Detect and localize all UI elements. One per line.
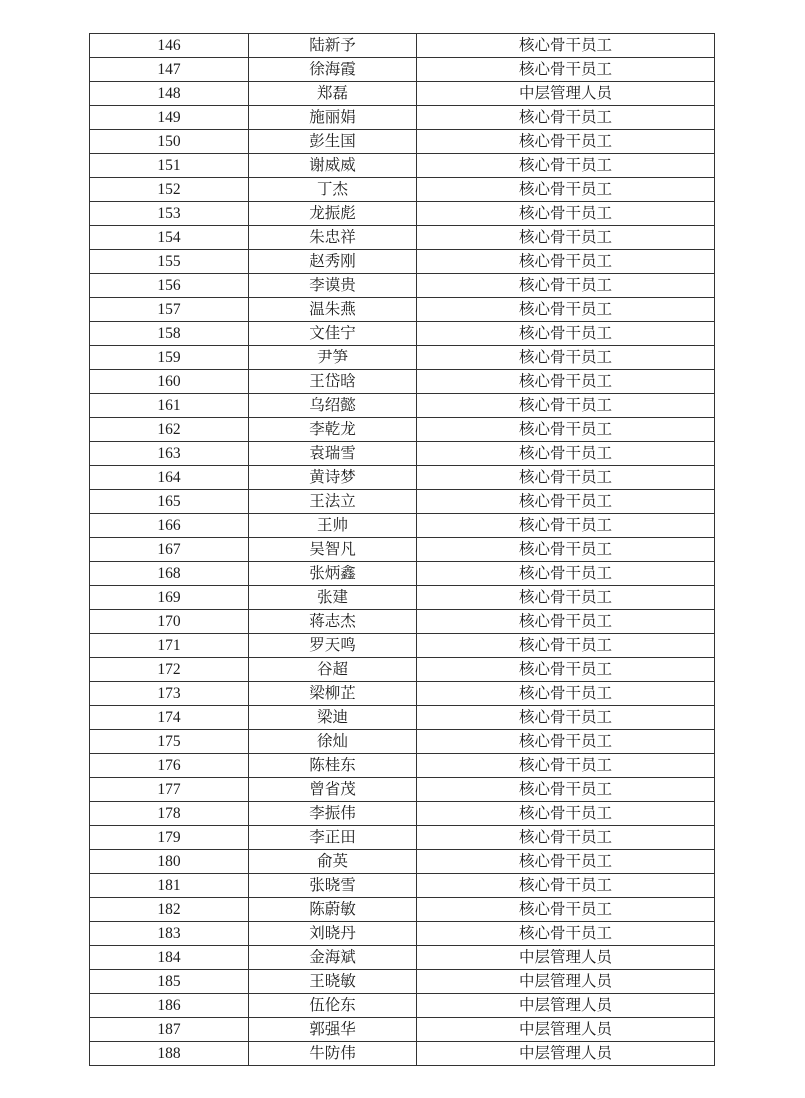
cell-number: 177 xyxy=(90,778,249,802)
cell-category: 核心骨干员工 xyxy=(417,202,715,226)
table-row xyxy=(90,106,715,130)
cell-name: 曾省茂 xyxy=(249,778,417,802)
table-row xyxy=(90,394,715,418)
cell-name: 梁柳芷 xyxy=(249,682,417,706)
cell-category: 核心骨干员工 xyxy=(417,730,715,754)
cell-category: 中层管理人员 xyxy=(417,1018,715,1042)
table-row xyxy=(90,802,715,826)
cell-category: 核心骨干员工 xyxy=(417,754,715,778)
cell-number: 164 xyxy=(90,466,249,490)
cell-number: 161 xyxy=(90,394,249,418)
table-row xyxy=(90,442,715,466)
cell-number: 181 xyxy=(90,874,249,898)
cell-number: 146 xyxy=(90,34,249,58)
cell-category: 核心骨干员工 xyxy=(417,850,715,874)
cell-number: 155 xyxy=(90,250,249,274)
cell-number: 183 xyxy=(90,922,249,946)
cell-number: 167 xyxy=(90,538,249,562)
cell-name: 袁瑞雪 xyxy=(249,442,417,466)
cell-category: 核心骨干员工 xyxy=(417,298,715,322)
cell-category: 核心骨干员工 xyxy=(417,706,715,730)
table-row xyxy=(90,82,715,106)
table-row xyxy=(90,970,715,994)
cell-number: 148 xyxy=(90,82,249,106)
cell-number: 182 xyxy=(90,898,249,922)
cell-name: 蒋志杰 xyxy=(249,610,417,634)
cell-name: 陆新予 xyxy=(249,34,417,58)
table-row xyxy=(90,994,715,1018)
cell-name: 牛防伟 xyxy=(249,1042,417,1066)
cell-name: 彭生国 xyxy=(249,130,417,154)
cell-category: 核心骨干员工 xyxy=(417,226,715,250)
cell-category: 核心骨干员工 xyxy=(417,610,715,634)
cell-number: 156 xyxy=(90,274,249,298)
cell-category: 核心骨干员工 xyxy=(417,490,715,514)
table-row xyxy=(90,562,715,586)
cell-category: 核心骨干员工 xyxy=(417,250,715,274)
table-row xyxy=(90,634,715,658)
cell-number: 178 xyxy=(90,802,249,826)
cell-category: 核心骨干员工 xyxy=(417,658,715,682)
cell-name: 温朱燕 xyxy=(249,298,417,322)
cell-number: 172 xyxy=(90,658,249,682)
cell-category: 核心骨干员工 xyxy=(417,586,715,610)
cell-category: 中层管理人员 xyxy=(417,994,715,1018)
table-row xyxy=(90,370,715,394)
cell-category: 中层管理人员 xyxy=(417,970,715,994)
cell-name: 张晓雪 xyxy=(249,874,417,898)
cell-number: 168 xyxy=(90,562,249,586)
cell-category: 核心骨干员工 xyxy=(417,466,715,490)
cell-category: 核心骨干员工 xyxy=(417,874,715,898)
table-row xyxy=(90,58,715,82)
cell-name: 王晓敏 xyxy=(249,970,417,994)
cell-number: 186 xyxy=(90,994,249,1018)
cell-number: 187 xyxy=(90,1018,249,1042)
table-row xyxy=(90,610,715,634)
cell-number: 171 xyxy=(90,634,249,658)
cell-name: 李乾龙 xyxy=(249,418,417,442)
cell-category: 核心骨干员工 xyxy=(417,58,715,82)
table-row xyxy=(90,850,715,874)
table-row xyxy=(90,250,715,274)
cell-category: 核心骨干员工 xyxy=(417,898,715,922)
roster-table-body xyxy=(90,34,715,1066)
cell-category: 核心骨干员工 xyxy=(417,178,715,202)
cell-category: 核心骨干员工 xyxy=(417,130,715,154)
cell-category: 核心骨干员工 xyxy=(417,322,715,346)
cell-category: 核心骨干员工 xyxy=(417,538,715,562)
cell-name: 文佳宁 xyxy=(249,322,417,346)
cell-category: 中层管理人员 xyxy=(417,82,715,106)
cell-name: 陈蔚敏 xyxy=(249,898,417,922)
cell-name: 赵秀刚 xyxy=(249,250,417,274)
table-row xyxy=(90,754,715,778)
cell-name: 郭强华 xyxy=(249,1018,417,1042)
table-row xyxy=(90,130,715,154)
table-row xyxy=(90,778,715,802)
cell-name: 黄诗梦 xyxy=(249,466,417,490)
cell-name: 李正田 xyxy=(249,826,417,850)
cell-name: 谢威威 xyxy=(249,154,417,178)
table-row xyxy=(90,874,715,898)
cell-number: 184 xyxy=(90,946,249,970)
cell-name: 俞英 xyxy=(249,850,417,874)
cell-number: 166 xyxy=(90,514,249,538)
cell-name: 朱忠祥 xyxy=(249,226,417,250)
cell-name: 金海斌 xyxy=(249,946,417,970)
cell-number: 149 xyxy=(90,106,249,130)
cell-name: 刘晓丹 xyxy=(249,922,417,946)
table-row xyxy=(90,202,715,226)
cell-number: 180 xyxy=(90,850,249,874)
table-row xyxy=(90,490,715,514)
cell-name: 乌绍懿 xyxy=(249,394,417,418)
cell-name: 谷超 xyxy=(249,658,417,682)
cell-category: 核心骨干员工 xyxy=(417,274,715,298)
table-row xyxy=(90,922,715,946)
cell-number: 160 xyxy=(90,370,249,394)
table-row xyxy=(90,826,715,850)
cell-number: 169 xyxy=(90,586,249,610)
cell-category: 核心骨干员工 xyxy=(417,514,715,538)
cell-category: 核心骨干员工 xyxy=(417,826,715,850)
cell-category: 核心骨干员工 xyxy=(417,802,715,826)
cell-name: 徐灿 xyxy=(249,730,417,754)
cell-number: 150 xyxy=(90,130,249,154)
cell-number: 174 xyxy=(90,706,249,730)
cell-name: 龙振彪 xyxy=(249,202,417,226)
cell-name: 李谟贵 xyxy=(249,274,417,298)
cell-category: 中层管理人员 xyxy=(417,946,715,970)
cell-number: 175 xyxy=(90,730,249,754)
cell-category: 核心骨干员工 xyxy=(417,370,715,394)
cell-category: 核心骨干员工 xyxy=(417,634,715,658)
table-row xyxy=(90,466,715,490)
cell-name: 梁迪 xyxy=(249,706,417,730)
cell-number: 153 xyxy=(90,202,249,226)
cell-number: 188 xyxy=(90,1042,249,1066)
cell-number: 152 xyxy=(90,178,249,202)
cell-number: 165 xyxy=(90,490,249,514)
cell-category: 核心骨干员工 xyxy=(417,154,715,178)
cell-name: 张建 xyxy=(249,586,417,610)
cell-number: 179 xyxy=(90,826,249,850)
cell-name: 尹笋 xyxy=(249,346,417,370)
cell-category: 核心骨干员工 xyxy=(417,442,715,466)
table-row xyxy=(90,34,715,58)
cell-number: 151 xyxy=(90,154,249,178)
cell-number: 162 xyxy=(90,418,249,442)
table-row xyxy=(90,346,715,370)
cell-category: 核心骨干员工 xyxy=(417,778,715,802)
cell-name: 丁杰 xyxy=(249,178,417,202)
table-row xyxy=(90,178,715,202)
table-row xyxy=(90,226,715,250)
table-row xyxy=(90,706,715,730)
cell-category: 核心骨干员工 xyxy=(417,922,715,946)
cell-name: 王岱晗 xyxy=(249,370,417,394)
cell-name: 徐海霞 xyxy=(249,58,417,82)
roster-table xyxy=(89,33,715,1066)
cell-name: 施丽娟 xyxy=(249,106,417,130)
table-row xyxy=(90,514,715,538)
cell-number: 158 xyxy=(90,322,249,346)
cell-number: 185 xyxy=(90,970,249,994)
cell-category: 核心骨干员工 xyxy=(417,346,715,370)
table-row xyxy=(90,682,715,706)
table-row xyxy=(90,1042,715,1066)
table-row xyxy=(90,538,715,562)
table-row xyxy=(90,586,715,610)
cell-category: 核心骨干员工 xyxy=(417,562,715,586)
cell-category: 核心骨干员工 xyxy=(417,682,715,706)
cell-category: 核心骨干员工 xyxy=(417,34,715,58)
cell-category: 核心骨干员工 xyxy=(417,106,715,130)
table-row xyxy=(90,154,715,178)
cell-name: 李振伟 xyxy=(249,802,417,826)
table-row xyxy=(90,946,715,970)
cell-name: 陈桂东 xyxy=(249,754,417,778)
cell-name: 王法立 xyxy=(249,490,417,514)
cell-name: 吴智凡 xyxy=(249,538,417,562)
cell-name: 罗天鸣 xyxy=(249,634,417,658)
table-row xyxy=(90,658,715,682)
table-row xyxy=(90,1018,715,1042)
cell-number: 157 xyxy=(90,298,249,322)
cell-category: 中层管理人员 xyxy=(417,1042,715,1066)
cell-category: 核心骨干员工 xyxy=(417,394,715,418)
cell-number: 173 xyxy=(90,682,249,706)
cell-number: 147 xyxy=(90,58,249,82)
table-row xyxy=(90,418,715,442)
cell-number: 159 xyxy=(90,346,249,370)
table-row xyxy=(90,274,715,298)
table-row xyxy=(90,898,715,922)
cell-number: 154 xyxy=(90,226,249,250)
cell-name: 郑磊 xyxy=(249,82,417,106)
table-row xyxy=(90,730,715,754)
table-row xyxy=(90,298,715,322)
cell-category: 核心骨干员工 xyxy=(417,418,715,442)
cell-number: 176 xyxy=(90,754,249,778)
cell-name: 张炳鑫 xyxy=(249,562,417,586)
cell-number: 163 xyxy=(90,442,249,466)
cell-name: 伍伦东 xyxy=(249,994,417,1018)
table-row xyxy=(90,322,715,346)
cell-number: 170 xyxy=(90,610,249,634)
cell-name: 王帅 xyxy=(249,514,417,538)
